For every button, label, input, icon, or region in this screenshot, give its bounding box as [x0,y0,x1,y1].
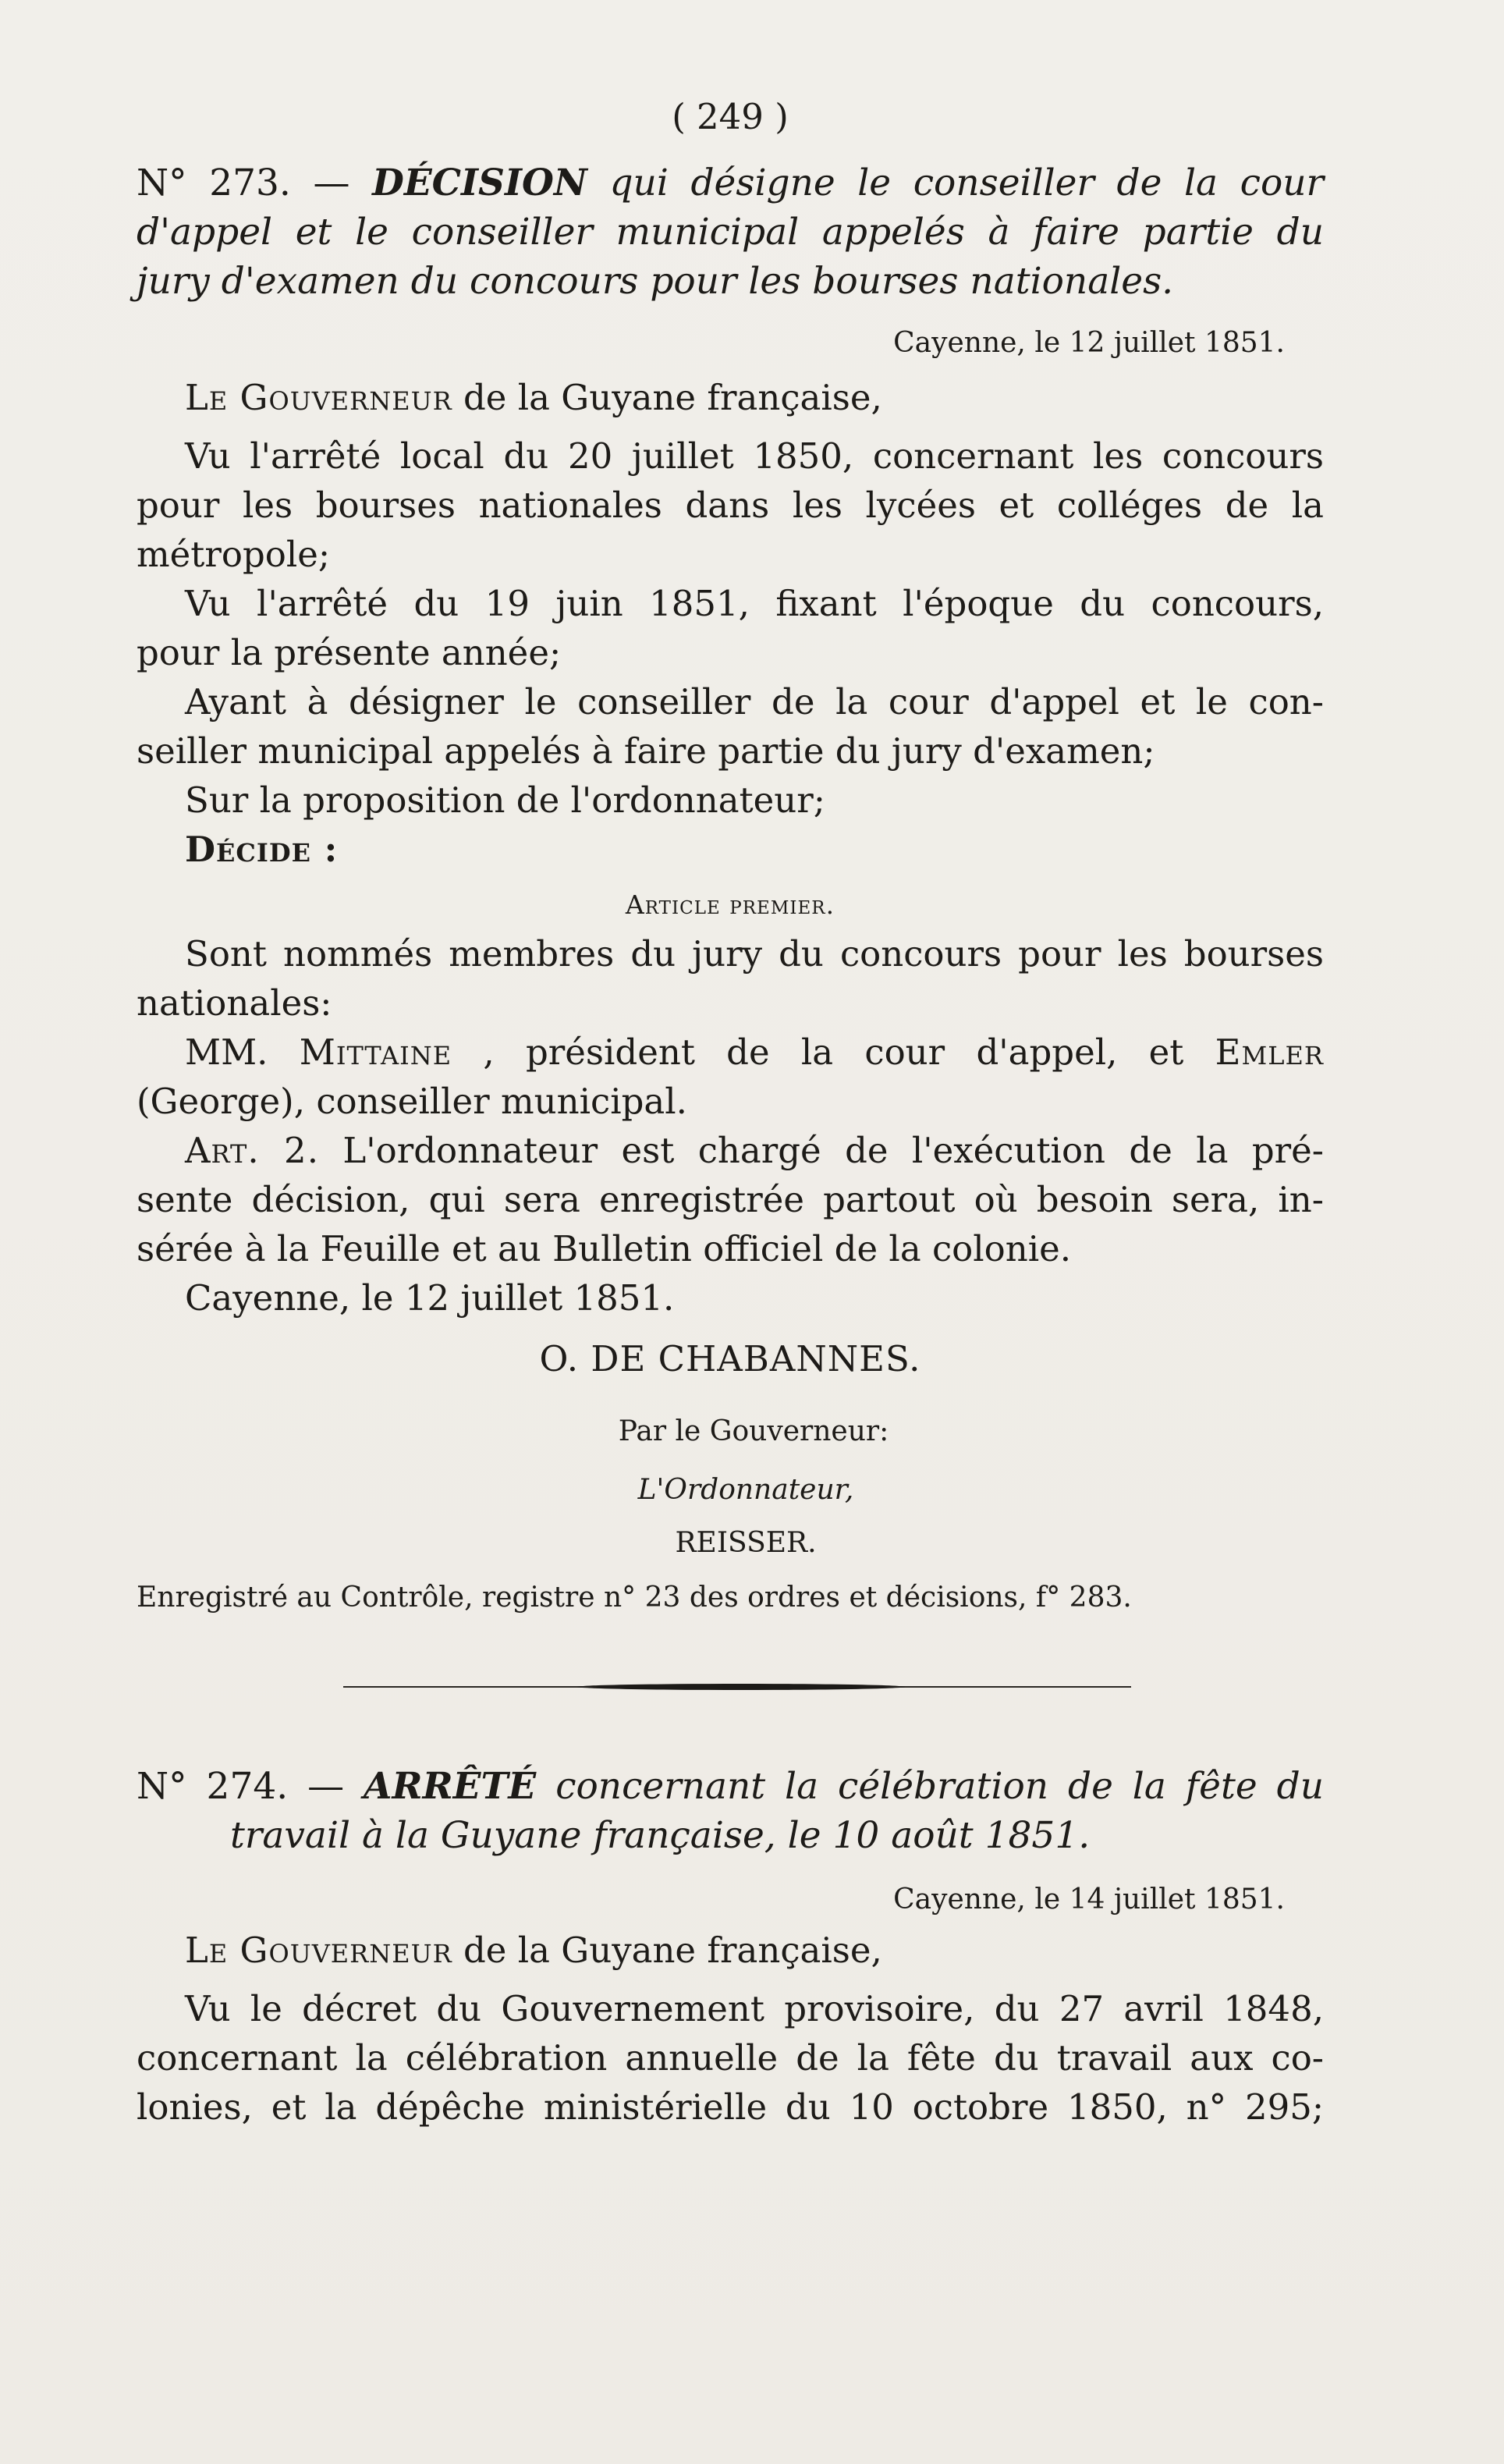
reisser-signature: REISSER. [675,1527,817,1559]
decision-273-heading-line-1 [137,160,1324,207]
ordonnateur-title: L'Ordonnateur, [637,1474,854,1506]
emler-name: Emler [1215,1031,1324,1073]
arrete-number: N° 274. [137,1765,289,1808]
arrete-heading-rest: concernant la célébration de la fête du [555,1765,1324,1808]
arrete-dash: — [307,1765,345,1808]
decision-dateline: Cayenne, le 12 juillet 1851. [893,327,1285,359]
arrete-gouverneur-rest: de la Guyane française, [463,1930,882,1971]
ayant-line-2: seiller municipal appelés à faire partie du jury d'examen; [137,730,1155,772]
mm-line-2: (George), conseiller municipal. [137,1081,687,1122]
gouverneur-rest: de la Guyane française, [463,377,882,418]
art-2-line-1 [137,1127,1324,1174]
mm-middle: , président de la cour d'appel, et [483,1031,1184,1073]
section-divider [343,1684,1131,1690]
vu-1-line-1: Vu l'arrêté local du 20 juillet 1850, concernant les concours [185,435,1324,477]
sur-line: Sur la proposition de l'ordonnateur; [185,779,825,821]
divider-swelled-rule [577,1684,905,1690]
gouverneur-line [137,375,1324,421]
sont-line-2: nationales: [137,982,332,1024]
par-le-gouverneur: Par le Gouverneur: [618,1415,889,1447]
gouverneur-word: Le Gouverneur [185,377,452,418]
heading-dash: — [313,162,350,204]
vu-2-line-2: pour la présente année; [137,632,562,673]
arrete-274-heading-line-2: travail à la Guyane française, le 10 août 1851. [230,1814,1091,1857]
vu-1-line-3: métropole; [137,534,331,575]
decision-title-word: DÉCISION [372,162,587,204]
art-2-line-1-rest: L'ordonnateur est chargé de l'exécution de la pré- [342,1130,1324,1171]
arrete-title-word: ARRÊTÉ [364,1765,537,1808]
art-2-line-3: sérée à la Feuille et au Bulletin officiel de la colonie. [137,1228,1072,1269]
signature: O. DE CHABANNES. [539,1338,921,1379]
decision-heading-rest: qui désigne le conseiller de la cour [609,162,1324,204]
mm-line-1 [137,1029,1324,1076]
decision-number: N° 273. [137,162,291,204]
arrete-vu-line-3: lonies, et la dépêche ministérielle du 10 octobre 1850, n° 295; [137,2086,1324,2128]
arrete-vu-line-1: Vu le décret du Gouvernement provisoire, du 27 avril 1848, [185,1988,1324,2029]
vu-2-line-1: Vu l'arrêté du 19 juin 1851, fixant l'époque du concours, [185,583,1324,624]
arrete-gouverneur-line [137,1927,1324,1974]
decision-273-heading-line-2: d'appel et le conseiller municipal appelés à faire partie du [137,211,1324,254]
decide-line: Décide : [185,829,339,870]
arrete-gouverneur-word: Le Gouverneur [185,1930,452,1971]
page-number: ( 249 ) [672,96,789,137]
mm-prefix: MM. [185,1031,268,1073]
art-2-line-2: sente décision, qui sera enregistrée partout où besoin sera, in- [137,1179,1324,1220]
ayant-line-1: Ayant à désigner le conseiller de la cour d'appel et le con- [185,681,1324,723]
sont-line-1: Sont nommés membres du jury du concours pour les bourses [185,933,1324,975]
enregistre-line: Enregistré au Contrôle, registre n° 23 des ordres et décisions, f° 283. [137,1582,1132,1614]
arrete-vu-line-2: concernant la célébration annuelle de la fête du travail aux co- [137,2037,1324,2079]
article-premier: Article premier. [625,889,835,920]
vu-1-line-2: pour les bourses nationales dans les lycées et colléges de la [137,485,1324,526]
mittaine-name: Mittaine [299,1031,452,1073]
decision-273-heading-line-3: jury d'examen du concours pour les bourses nationales. [137,260,1174,303]
arrete-dateline: Cayenne, le 14 juillet 1851. [893,1884,1285,1915]
arrete-274-heading-line-1 [137,1763,1324,1810]
closing-date: Cayenne, le 12 juillet 1851. [185,1277,675,1319]
art-2-label: Art. 2. [185,1130,319,1171]
